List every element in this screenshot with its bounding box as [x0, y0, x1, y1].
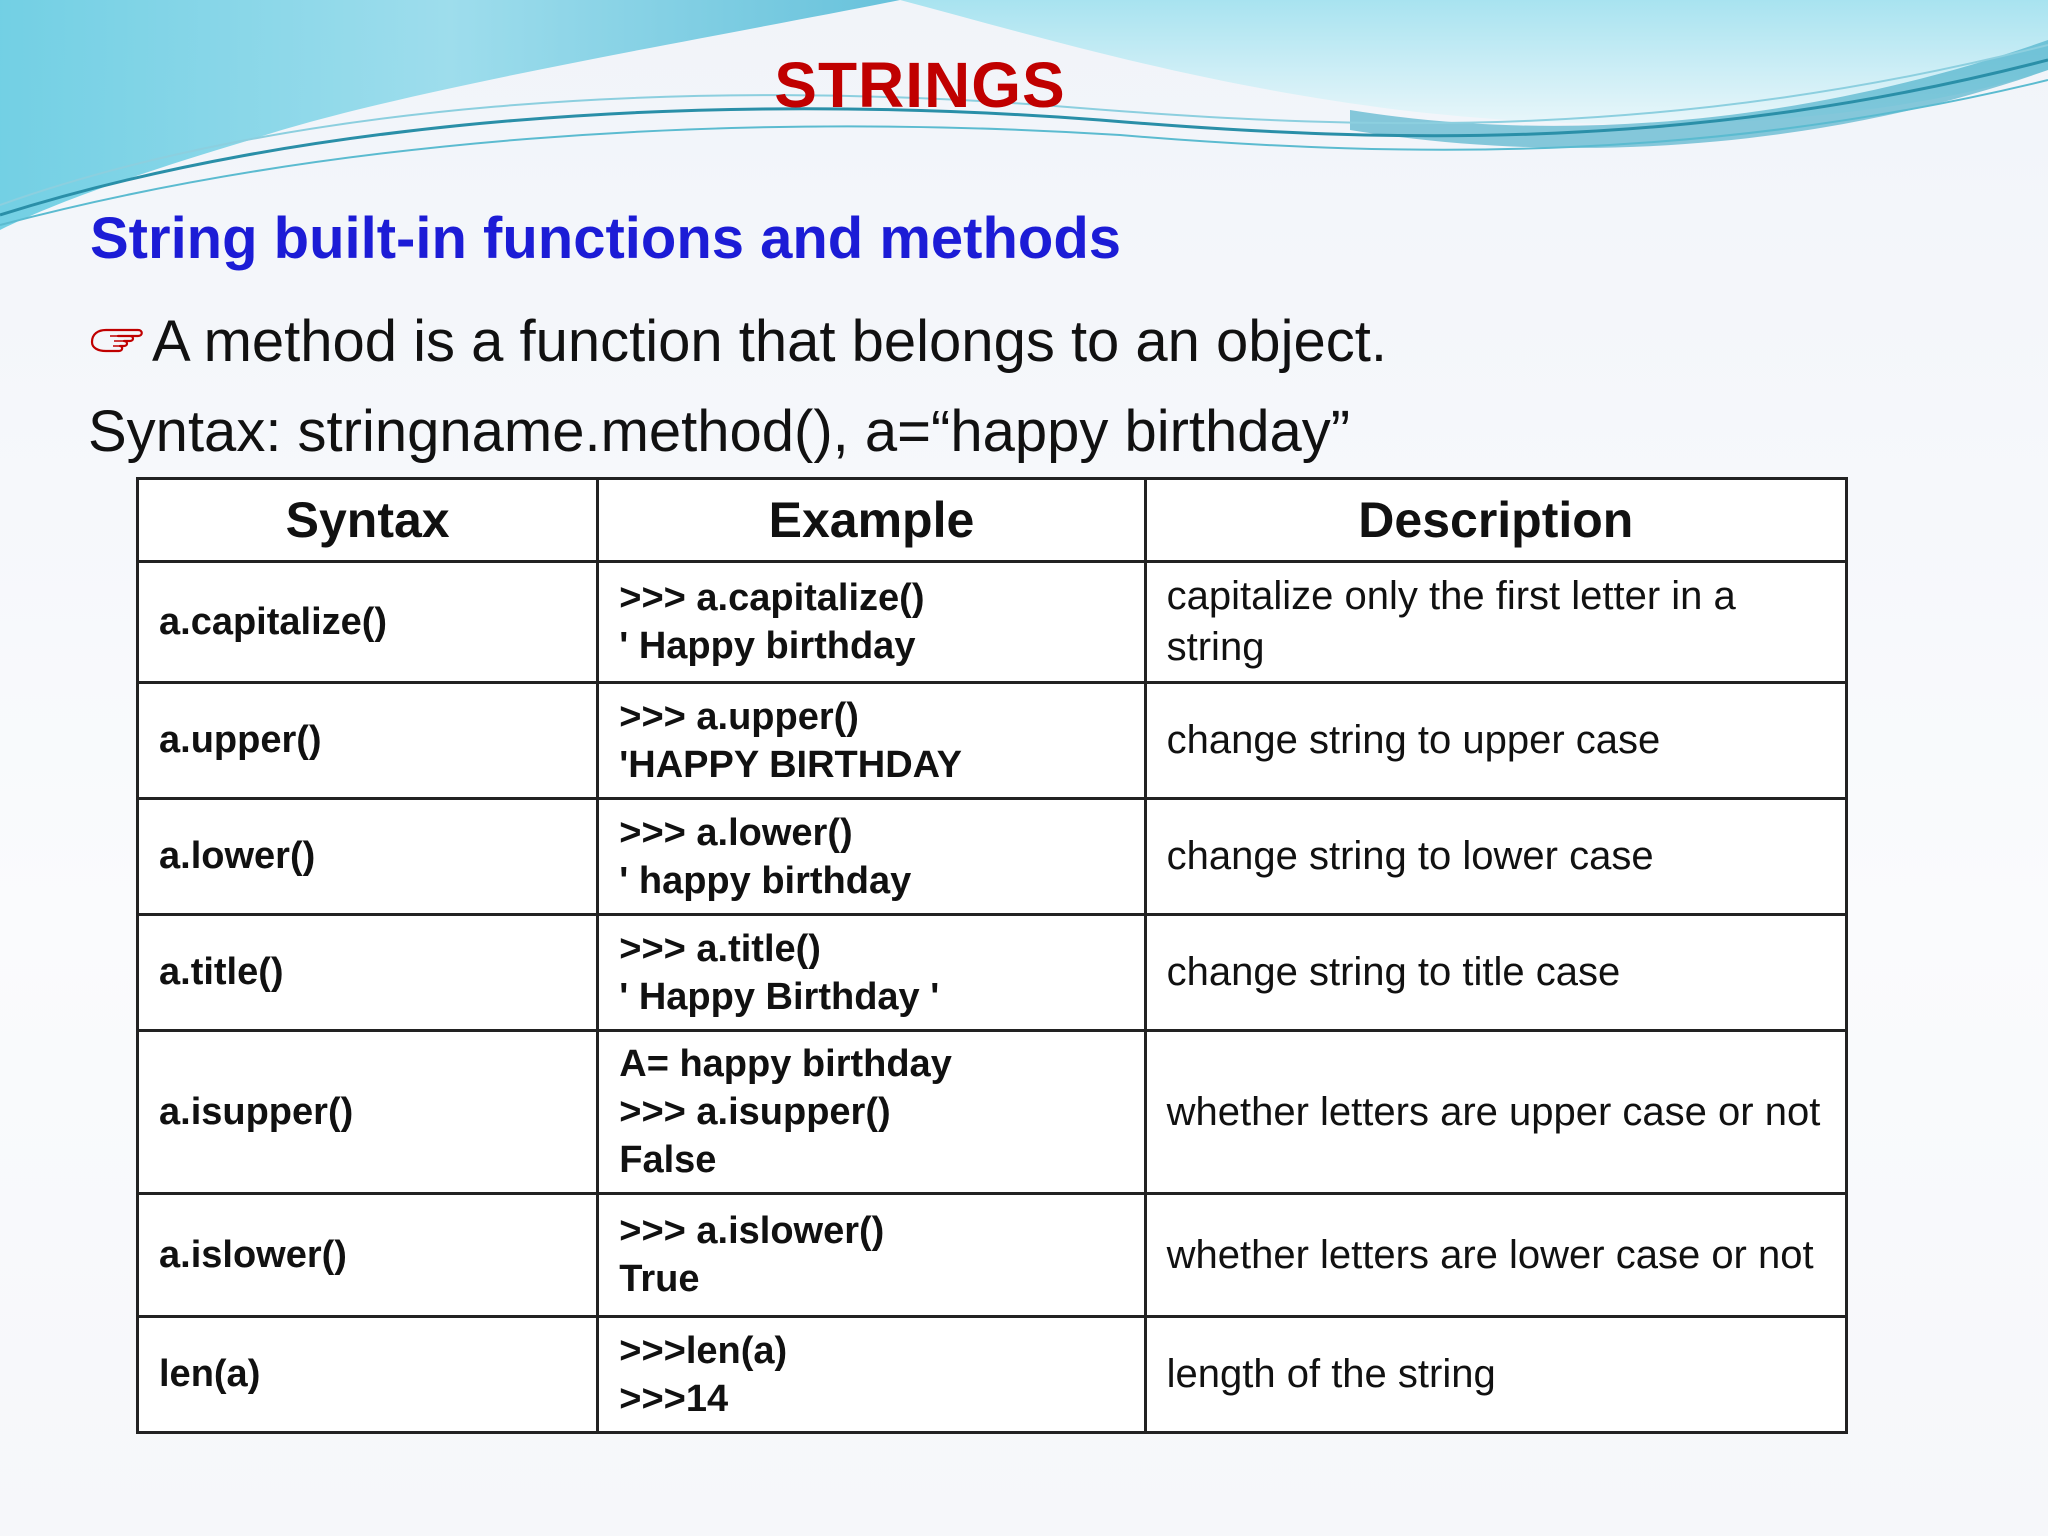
header-syntax: Syntax	[138, 479, 598, 562]
example-line: True	[619, 1258, 700, 1300]
example-line: >>>len(a)	[619, 1329, 788, 1372]
cell-syntax: a.lower()	[138, 799, 598, 915]
cell-example	[598, 915, 1145, 1031]
cell-example	[598, 1317, 1145, 1433]
table-header-row	[138, 479, 1847, 562]
cell-syntax: a.upper()	[138, 683, 598, 799]
example-line: ' happy birthday	[619, 859, 912, 902]
example-line: >>> a.upper()	[619, 695, 859, 738]
table-row	[138, 1194, 1847, 1317]
example-line: >>> a.isupper()	[619, 1091, 891, 1133]
example-line: >>>14	[619, 1377, 729, 1420]
header-description: Description	[1145, 479, 1846, 562]
cell-example	[598, 1194, 1145, 1317]
section-subtitle: String built-in functions and methods	[90, 206, 1122, 271]
cell-syntax: a.isupper()	[138, 1031, 598, 1194]
pointing-hand-icon	[88, 320, 148, 360]
cell-description: whether letters are lower case or not	[1145, 1194, 1846, 1317]
bullet-text: A method is a function that belongs to an object.	[152, 309, 1387, 374]
cell-example	[598, 683, 1145, 799]
cell-syntax: a.capitalize()	[138, 562, 598, 683]
string-methods-table	[136, 477, 1848, 1434]
example-line: >>> a.lower()	[619, 811, 853, 854]
cell-example	[598, 799, 1145, 915]
cell-description: capitalize only the first letter in a string	[1145, 562, 1846, 683]
example-line: >>> a.islower()	[619, 1210, 885, 1252]
example-line: ' Happy Birthday '	[619, 975, 940, 1018]
slide-title: STRINGS	[774, 49, 1066, 121]
bullet-point	[88, 308, 1387, 375]
table-row	[138, 1031, 1847, 1194]
header-example: Example	[598, 479, 1145, 562]
table-body	[138, 562, 1847, 1433]
cell-description: change string to lower case	[1145, 799, 1846, 915]
cell-syntax: a.title()	[138, 915, 598, 1031]
cell-description: whether letters are upper case or not	[1145, 1031, 1846, 1194]
cell-example	[598, 1031, 1145, 1194]
example-line: >>> a.capitalize()	[619, 577, 925, 619]
table-row	[138, 683, 1847, 799]
example-line: A= happy birthday	[619, 1043, 952, 1085]
cell-description: length of the string	[1145, 1317, 1846, 1433]
example-line: False	[619, 1139, 717, 1181]
example-line: ' Happy birthday	[619, 625, 916, 667]
example-line: 'HAPPY BIRTHDAY	[619, 743, 962, 786]
cell-description: change string to upper case	[1145, 683, 1846, 799]
cell-syntax: len(a)	[138, 1317, 598, 1433]
table-row	[138, 562, 1847, 683]
table-row	[138, 1317, 1847, 1433]
cell-example	[598, 562, 1145, 683]
example-line: >>> a.title()	[619, 927, 821, 970]
cell-syntax: a.islower()	[138, 1194, 598, 1317]
cell-description: change string to title case	[1145, 915, 1846, 1031]
table-row	[138, 799, 1847, 915]
syntax-line: Syntax: stringname.method(), a=“happy birthday”	[88, 399, 1351, 464]
table-row	[138, 915, 1847, 1031]
